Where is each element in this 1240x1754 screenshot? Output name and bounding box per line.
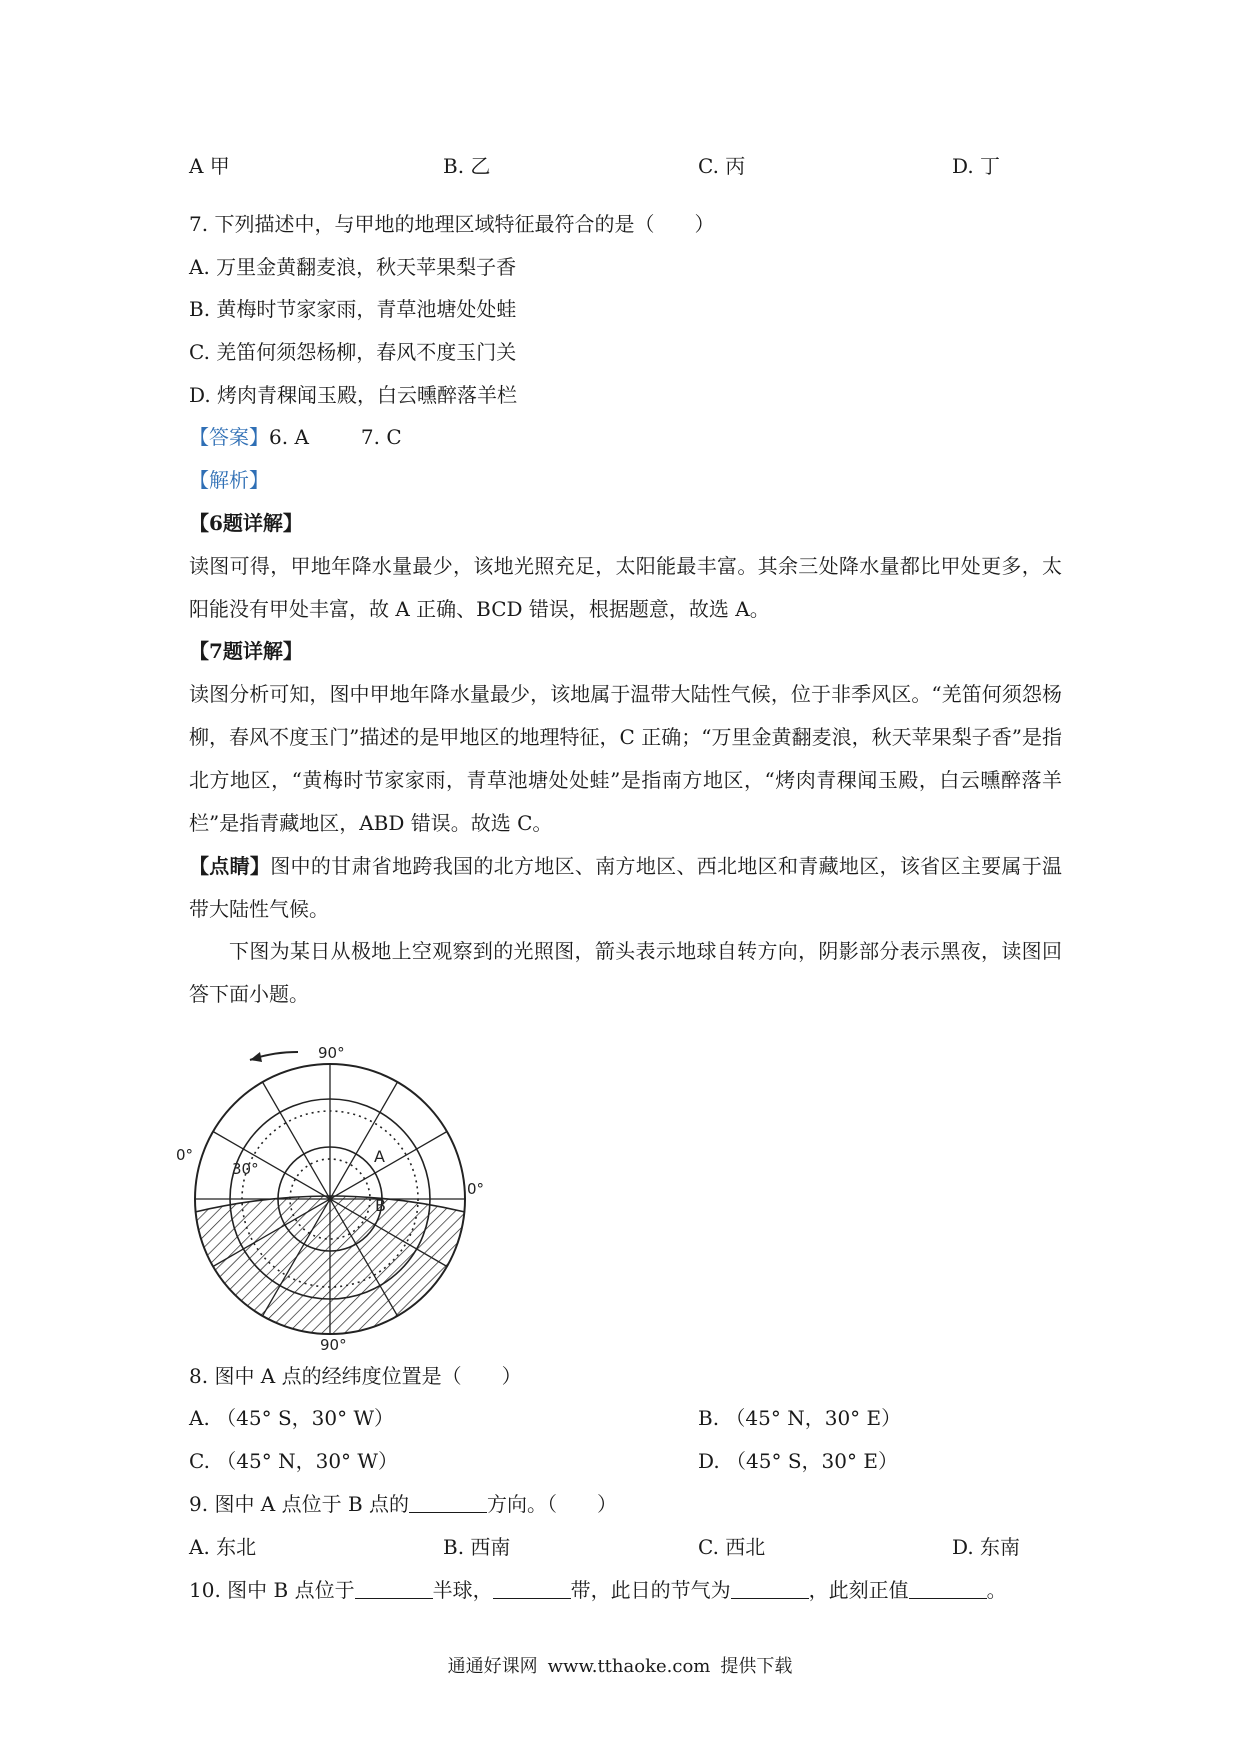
footer-site: 通通好课网 <box>447 1656 538 1677</box>
q6-option-d: D. 丁 <box>952 154 1001 178</box>
q10-blank-2 <box>493 1578 571 1599</box>
answer-line <box>189 423 402 451</box>
q7-option-c: C. 羌笛何须怨杨柳，春风不度玉门关 <box>189 340 517 364</box>
label-90-bottom: 90° <box>320 1336 347 1354</box>
q10-blank-1 <box>355 1578 433 1599</box>
q9-option-b: B. 西南 <box>443 1535 511 1559</box>
q10-part-2: 半球， <box>432 1578 493 1602</box>
q6-option-c: C. 丙 <box>698 154 746 178</box>
point-b-label: B <box>375 1196 386 1215</box>
q8-option-a: A. （45° S，30° W） <box>189 1406 395 1430</box>
q10-blank-3 <box>731 1578 809 1599</box>
label-0-right: 0° <box>467 1180 485 1198</box>
q7-option-b: B. 黄梅时节家家雨，青草池塘处处蛙 <box>189 297 517 321</box>
label-0-left: 0° <box>176 1146 194 1164</box>
q8-option-d: D. （45° S，30° E） <box>698 1449 898 1473</box>
q10-part-1: 10. 图中 B 点位于 <box>189 1578 355 1602</box>
detail7-text: 读图分析可知，图中甲地年降水量最少，该地属于温带大陆性气候，位于非季风区。“羌笛何须怨杨柳，春风不度玉门”描述的是甲地区的地理特征，C 正确；“万里金黄翻麦浪，秋天苹果梨子香”是指北方地区，“黄梅时节家家雨，青草池塘处处蛙”是指南方地区，“烤肉青稞闻玉殿，白云曛醉落羊栏”是指青藏地区，ABD 错误。故选 C。 <box>189 682 1062 835</box>
q10-stem <box>189 1576 1007 1604</box>
q9-option-d: D. 东南 <box>952 1535 1021 1559</box>
tip-tag: 【点睛】 <box>189 854 271 878</box>
q9-option-a: A. 东北 <box>189 1535 257 1559</box>
q10-blank-4 <box>909 1578 987 1599</box>
detail7-tag: 【7题详解】 <box>189 639 303 663</box>
q9-stem-b: 方向。（ ） <box>487 1492 618 1516</box>
q9-blank <box>409 1492 487 1513</box>
answer-6: 6. A <box>269 425 309 449</box>
tip-text: 图中的甘肃省地跨我国的北方地区、南方地区、西北地区和青藏地区，该省区主要属于温带大陆性气候。 <box>189 854 1063 921</box>
q8-stem: 8. 图中 A 点的经纬度位置是（ ） <box>189 1364 522 1388</box>
label-90-top: 90° <box>318 1044 345 1062</box>
footer-url[interactable]: www.tthaoke.com <box>547 1656 711 1677</box>
page-footer <box>0 1652 1240 1678</box>
q8-option-b: B. （45° N，30° E） <box>698 1406 902 1430</box>
q6-option-a: A 甲 <box>189 154 230 178</box>
q9-stem <box>189 1490 617 1518</box>
rotation-arrow-head <box>250 1052 262 1062</box>
footer-note: 提供下载 <box>720 1656 793 1677</box>
intro-text: 下图为某日从极地上空观察到的光照图，箭头表示地球自转方向，阴影部分表示黑夜，读图回答下面小题。 <box>189 939 1062 1006</box>
q10-part-3: 带，此日的节气为 <box>570 1578 731 1602</box>
tip-paragraph <box>189 845 1062 931</box>
q6-option-b: B. 乙 <box>443 154 491 178</box>
q10-part-4: ，此刻正值 <box>808 1578 909 1602</box>
answer-7: 7. C <box>360 425 402 449</box>
polar-illumination-diagram <box>176 1022 500 1354</box>
label-30: 30° <box>232 1160 259 1178</box>
q7-option-a: A. 万里金黄翻麦浪，秋天苹果梨子香 <box>189 255 517 279</box>
point-a-label: A <box>374 1147 385 1166</box>
q7-option-d: D. 烤肉青稞闻玉殿，白云曛醉落羊栏 <box>189 383 518 407</box>
q9-stem-a: 9. 图中 A 点位于 B 点的 <box>189 1492 410 1516</box>
answer-tag: 【答案】 <box>189 425 269 449</box>
detail6-tag: 【6题详解】 <box>189 511 303 535</box>
analysis-tag: 【解析】 <box>189 468 269 492</box>
q7-stem: 7. 下列描述中，与甲地的地理区域特征最符合的是（ ） <box>189 212 715 236</box>
detail6-text: 读图可得，甲地年降水量最少，该地光照充足，太阳能最丰富。其余三处降水量都比甲处更多，太阳能没有甲处丰富，故 A 正确、BCD 错误，根据题意，故选 A。 <box>189 554 1062 621</box>
q8-option-c: C. （45° N，30° W） <box>189 1449 398 1473</box>
q10-part-5: 。 <box>986 1578 1007 1602</box>
q9-option-c: C. 西北 <box>698 1535 766 1559</box>
